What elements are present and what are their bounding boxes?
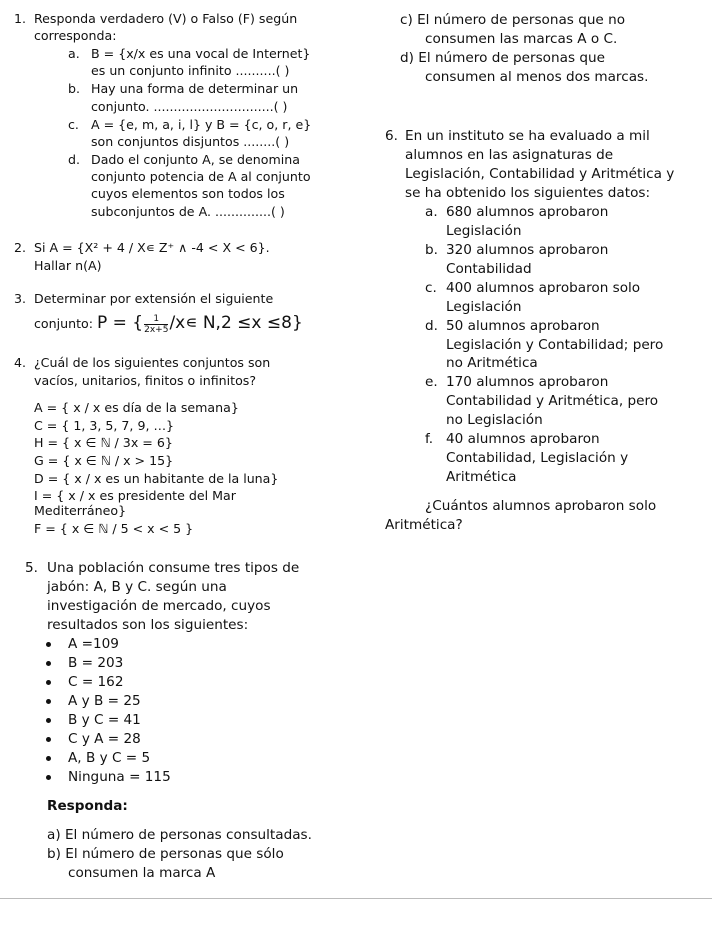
q6-a-line1: 680 alumnos aprobaron — [446, 204, 609, 220]
q6-intro-line2: alumnos en las asignaturas de — [405, 147, 614, 163]
bullet-icon — [46, 737, 51, 742]
q1-c-line2: son conjuntos disjuntos ........( ) — [91, 134, 290, 149]
q1-b-line2: conjunto. ..............................( ) — [91, 99, 288, 114]
bullet-icon — [46, 642, 51, 647]
q6-b-line1: 320 alumnos aprobaron — [446, 242, 609, 258]
q5-answer-b-line1: b) El número de personas que sólo — [47, 846, 284, 862]
q5-number: 5. — [25, 560, 38, 576]
q1-a-line1: B = {x/x es una vocal de Internet} — [91, 46, 311, 61]
q5-item: C = 162 — [68, 674, 124, 690]
q3-set-line — [34, 312, 303, 335]
q6-a-line2: Legislación — [446, 223, 522, 239]
q5-answer-c-line2: consumen las marcas A o C. — [425, 31, 618, 47]
q4-set-f: F = { x ∈ ℕ / 5 < x < 5 } — [34, 521, 194, 536]
q6-f-line3: Aritmética — [446, 469, 517, 485]
q6-e-label: e. — [425, 374, 438, 390]
q5-intro-line3: investigación de mercado, cuyos — [47, 598, 271, 614]
q4-set-g: G = { x ∈ ℕ / x > 15} — [34, 453, 174, 468]
q6-f-label: f. — [425, 431, 434, 447]
q3-set-start: P = { — [96, 313, 144, 333]
q6-intro-line1: En un instituto se ha evaluado a mil — [405, 128, 650, 144]
q4-number: 4. — [14, 355, 27, 370]
q6-intro-line3: Legislación, Contabilidad y Aritmética y — [405, 166, 675, 182]
q5-answer-b-line2: consumen la marca A — [68, 865, 216, 881]
q5-item: A =109 — [68, 636, 119, 652]
q1-intro-line2: corresponda: — [34, 28, 117, 43]
q6-e-line2: Contabilidad y Aritmética, pero — [446, 393, 659, 409]
q5-item: B = 203 — [68, 655, 124, 671]
bullet-icon — [46, 680, 51, 685]
q5-item: Ninguna = 115 — [68, 769, 171, 785]
q6-f-line2: Contabilidad, Legislación y — [446, 450, 629, 466]
q1-b-line1: Hay una forma de determinar un — [91, 81, 299, 96]
q2-number: 2. — [14, 240, 27, 255]
q4-line1: ¿Cuál de los siguientes conjuntos son — [34, 355, 271, 370]
bullet-icon — [46, 718, 51, 723]
q4-set-i: I = { x / x es presidente del Mar — [34, 488, 236, 503]
q3-prefix: conjunto: — [34, 316, 93, 331]
q6-c-label: c. — [425, 280, 437, 296]
q6-c-line1: 400 alumnos aprobaron solo — [446, 280, 641, 296]
q1-intro-line1: Responda verdadero (V) o Falso (F) según — [34, 11, 298, 26]
q6-a-label: a. — [425, 204, 438, 220]
q3-set-rest: /x∊ N,2 ≤x ≤8} — [169, 313, 303, 333]
q5-responda-heading: Responda: — [47, 798, 128, 814]
q5-intro-line1: Una población consume tres tipos de — [47, 560, 300, 576]
q1-d-line3: cuyos elementos son todos los — [91, 186, 285, 201]
q6-e-line1: 170 alumnos aprobaron — [446, 374, 609, 390]
q3-line1: Determinar por extensión el siguiente — [34, 291, 274, 306]
q5-intro-line2: jabón: A, B y C. según una — [47, 579, 227, 595]
q1-d-line1: Dado el conjunto A, se denomina — [91, 152, 300, 167]
q5-item: C y A = 28 — [68, 731, 141, 747]
q6-e-line3: no Legislación — [446, 412, 543, 428]
q4-set-d: D = { x / x es un habitante de la luna} — [34, 471, 279, 486]
bullet-icon — [46, 699, 51, 704]
q2-line2: Hallar n(A) — [34, 258, 102, 273]
q5-answer-a: a) El número de personas consultadas. — [47, 827, 312, 843]
q6-question-line1: ¿Cuántos alumnos aprobaron solo — [425, 498, 657, 514]
bullet-icon — [46, 775, 51, 780]
q3-frac-den: 2x+5 — [144, 325, 169, 335]
q4-set-c: C = { 1, 3, 5, 7, 9, …} — [34, 418, 175, 433]
q5-answer-d-line1: d) El número de personas que — [400, 50, 605, 66]
q1-d-label: d. — [68, 152, 80, 167]
q4-set-h: H = { x ∈ ℕ / 3x = 6} — [34, 435, 173, 450]
q6-intro-line4: se ha obtenido los siguientes datos: — [405, 185, 651, 201]
q6-d-line3: no Aritmética — [446, 355, 538, 371]
q6-c-line2: Legislación — [446, 299, 522, 315]
q4-line2: vacíos, unitarios, finitos o infinitos? — [34, 373, 257, 388]
q6-b-label: b. — [425, 242, 438, 258]
q1-d-line4: subconjuntos de A. ..............( ) — [91, 204, 285, 219]
q6-b-line2: Contabilidad — [446, 261, 532, 277]
bullet-icon — [46, 661, 51, 666]
q3-number: 3. — [14, 291, 27, 306]
q6-number: 6. — [385, 128, 398, 144]
q4-set-a: A = { x / x es día de la semana} — [34, 400, 239, 415]
q4-set-i-cont: Mediterráneo} — [34, 503, 127, 518]
q1-c-line1: A = {e, m, a, i, l} y B = {c, o, r, e} — [91, 117, 312, 132]
q1-number: 1. — [14, 11, 27, 26]
q6-d-line1: 50 alumnos aprobaron — [446, 318, 600, 334]
q1-b-label: b. — [68, 81, 80, 96]
q1-d-line2: conjunto potencia de A al conjunto — [91, 169, 311, 184]
q1-c-label: c. — [68, 117, 79, 132]
q5-item: B y C = 41 — [68, 712, 141, 728]
q6-question-line2: Aritmética? — [385, 517, 463, 533]
q2-line1: Si A = {X² + 4 / X∊ Z⁺ ∧ -4 < X < 6}. — [34, 240, 270, 255]
q5-answer-c-line1: c) El número de personas que no — [400, 12, 626, 28]
q3-fraction — [144, 314, 168, 335]
q1-a-label: a. — [68, 46, 80, 61]
q3-frac-num: 1 — [144, 314, 168, 325]
q5-item: A y B = 25 — [68, 693, 141, 709]
q6-f-line1: 40 alumnos aprobaron — [446, 431, 600, 447]
q6-d-line2: Legislación y Contabilidad; pero — [446, 337, 664, 353]
page-bottom-divider — [0, 898, 712, 899]
q6-d-label: d. — [425, 318, 438, 334]
bullet-icon — [46, 756, 51, 761]
q1-a-line2: es un conjunto infinito ..........( ) — [91, 63, 290, 78]
q5-intro-line4: resultados son los siguientes: — [47, 617, 249, 633]
q5-item: A, B y C = 5 — [68, 750, 151, 766]
q5-answer-d-line2: consumen al menos dos marcas. — [425, 69, 649, 85]
